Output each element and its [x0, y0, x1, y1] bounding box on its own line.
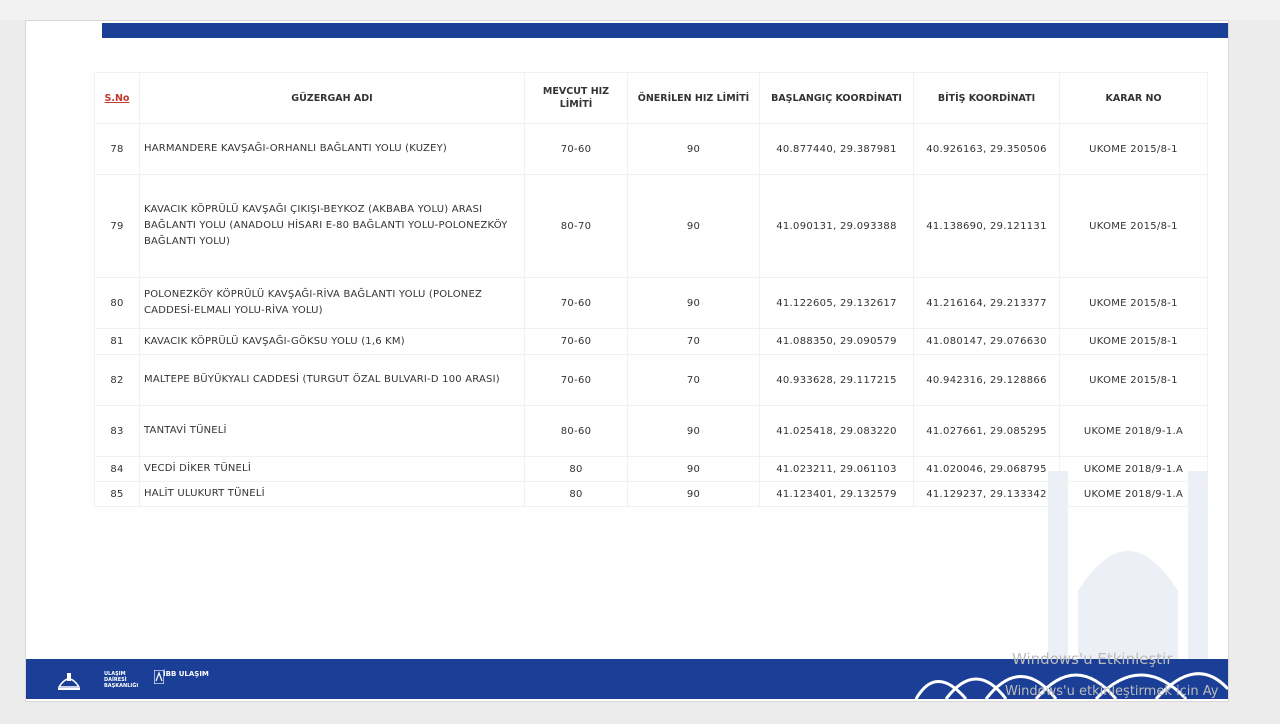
- document-slide: [25, 20, 1229, 702]
- table-row: [95, 355, 1208, 406]
- cell-current-limit: 70-60: [525, 329, 628, 355]
- table-row: [95, 124, 1208, 175]
- cell-start-coordinate: 40.877440, 29.387981: [760, 124, 914, 175]
- cell-proposed-limit: 70: [628, 355, 760, 406]
- header-current-limit: MEVCUT HIZ LİMİTİ: [525, 73, 628, 124]
- cell-current-limit: 70-60: [525, 355, 628, 406]
- cell-current-limit: 80-60: [525, 406, 628, 457]
- cell-sno: 84: [95, 457, 140, 482]
- cell-route-name: KAVACIK KÖPRÜLÜ KAVŞAĞI-GÖKSU YOLU (1,6 KM): [140, 329, 525, 355]
- cell-route-name: POLONEZKÖY KÖPRÜLÜ KAVŞAĞI-RİVA BAĞLANTI YOLU (POLONEZ CADDESİ-ELMALI YOLU-RİVA YOLU): [140, 278, 525, 329]
- cell-proposed-limit: 90: [628, 278, 760, 329]
- cell-end-coordinate: 41.216164, 29.213377: [914, 278, 1060, 329]
- speed-limit-table: [94, 72, 1208, 507]
- cell-end-coordinate: 41.129237, 29.133342: [914, 482, 1060, 507]
- cell-end-coordinate: 40.926163, 29.350506: [914, 124, 1060, 175]
- table-row: [95, 406, 1208, 457]
- cell-current-limit: 80: [525, 457, 628, 482]
- header-decision-no: KARAR NO: [1060, 73, 1208, 124]
- cell-route-name: VECDİ DİKER TÜNELİ: [140, 457, 525, 482]
- cell-sno: 85: [95, 482, 140, 507]
- cell-proposed-limit: 90: [628, 482, 760, 507]
- table-header-row: [95, 73, 1208, 124]
- cell-sno: 82: [95, 355, 140, 406]
- cell-decision-no: UKOME 2018/9-1.A: [1060, 457, 1208, 482]
- table-row: [95, 457, 1208, 482]
- cell-decision-no: UKOME 2015/8-1: [1060, 124, 1208, 175]
- ibb-ulasim-logo-text: İBB ULAŞIM: [163, 670, 209, 678]
- cell-route-name: MALTEPE BÜYÜKYALI CADDESİ (TURGUT ÖZAL BULVARI-D 100 ARASI): [140, 355, 525, 406]
- cell-start-coordinate: 41.123401, 29.132579: [760, 482, 914, 507]
- cell-current-limit: 70-60: [525, 278, 628, 329]
- cell-sno: 79: [95, 175, 140, 278]
- cell-decision-no: UKOME 2018/9-1.A: [1060, 482, 1208, 507]
- cell-decision-no: UKOME 2015/8-1: [1060, 175, 1208, 278]
- header-bar: [102, 23, 1228, 38]
- cell-end-coordinate: 40.942316, 29.128866: [914, 355, 1060, 406]
- cell-start-coordinate: 41.023211, 29.061103: [760, 457, 914, 482]
- cell-decision-no: UKOME 2015/8-1: [1060, 278, 1208, 329]
- activation-watermark-title: Windows'u Etkinleştir: [1012, 650, 1173, 668]
- cell-sno: 78: [95, 124, 140, 175]
- activation-watermark-subtitle: Windows'u etkinleştirmek için Ay: [1005, 684, 1219, 699]
- table-row: [95, 482, 1208, 507]
- cell-route-name: KAVACIK KÖPRÜLÜ KAVŞAĞI ÇIKIŞI-BEYKOZ (AKBABA YOLU) ARASI BAĞLANTI YOLU (ANADOLU HİSARI E-80 BAĞLANTI YOLU-POLONEZKÖY BAĞLANTI YOLU): [140, 175, 525, 278]
- cell-decision-no: UKOME 2018/9-1.A: [1060, 406, 1208, 457]
- header-start-coordinate: BAŞLANGIÇ KOORDİNATI: [760, 73, 914, 124]
- cell-start-coordinate: 40.933628, 29.117215: [760, 355, 914, 406]
- window-top-strip: [0, 0, 1280, 20]
- ibb-logo-icon: [56, 669, 82, 691]
- cell-start-coordinate: 41.122605, 29.132617: [760, 278, 914, 329]
- cell-end-coordinate: 41.138690, 29.121131: [914, 175, 1060, 278]
- cell-proposed-limit: 70: [628, 329, 760, 355]
- header-route-name: GÜZERGAH ADI: [140, 73, 525, 124]
- header-sno: S.No: [95, 73, 140, 124]
- ulasim-dairesi-logo-text: ULAŞIM DAİRESİ BAŞKANLIĞI: [104, 671, 139, 689]
- cell-proposed-limit: 90: [628, 175, 760, 278]
- cell-start-coordinate: 41.090131, 29.093388: [760, 175, 914, 278]
- cell-end-coordinate: 41.080147, 29.076630: [914, 329, 1060, 355]
- cell-current-limit: 80-70: [525, 175, 628, 278]
- cell-decision-no: UKOME 2015/8-1: [1060, 329, 1208, 355]
- table-row: [95, 329, 1208, 355]
- cell-sno: 81: [95, 329, 140, 355]
- cell-start-coordinate: 41.025418, 29.083220: [760, 406, 914, 457]
- cell-proposed-limit: 90: [628, 124, 760, 175]
- table-row: [95, 175, 1208, 278]
- cell-current-limit: 70-60: [525, 124, 628, 175]
- cell-route-name: HARMANDERE KAVŞAĞI-ORHANLI BAĞLANTI YOLU (KUZEY): [140, 124, 525, 175]
- cell-route-name: TANTAVİ TÜNELİ: [140, 406, 525, 457]
- cell-end-coordinate: 41.020046, 29.068795: [914, 457, 1060, 482]
- cell-proposed-limit: 90: [628, 406, 760, 457]
- table-row: [95, 278, 1208, 329]
- cell-start-coordinate: 41.088350, 29.090579: [760, 329, 914, 355]
- cell-decision-no: UKOME 2015/8-1: [1060, 355, 1208, 406]
- header-proposed-limit: ÖNERİLEN HIZ LİMİTİ: [628, 73, 760, 124]
- cell-current-limit: 80: [525, 482, 628, 507]
- header-end-coordinate: BİTİŞ KOORDİNATI: [914, 73, 1060, 124]
- cell-route-name: HALİT ULUKURT TÜNELİ: [140, 482, 525, 507]
- cell-proposed-limit: 90: [628, 457, 760, 482]
- cell-sno: 83: [95, 406, 140, 457]
- cell-sno: 80: [95, 278, 140, 329]
- cell-end-coordinate: 41.027661, 29.085295: [914, 406, 1060, 457]
